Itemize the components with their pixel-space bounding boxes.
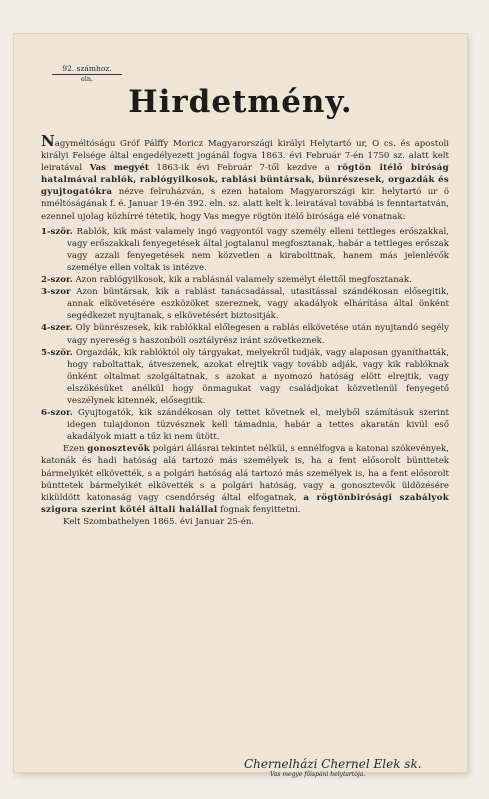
intro-paragraph bbox=[41, 132, 449, 223]
point-ordinal: 2-szor. bbox=[41, 275, 73, 286]
signature: Chernelházi Chernel Elek sk. bbox=[244, 757, 422, 771]
drop-initial: N bbox=[41, 132, 55, 150]
list-item bbox=[41, 274, 449, 286]
point-ordinal: 4-szer. bbox=[41, 323, 73, 334]
points-list bbox=[41, 226, 449, 444]
list-item bbox=[41, 407, 449, 443]
intro-bold-1: Vas megyét bbox=[89, 163, 149, 174]
point-ordinal: 1-ször. bbox=[41, 226, 73, 237]
intro-bold-2: rögtön itélő biróság hatalmával rablók, rablógyilkosok, rablási büntársak, bünrészesek, orgazdák és gyujtogatókra bbox=[41, 163, 449, 198]
closing-text-2: polgári állásrai tekintet nélkül, s ennélfogva a katonai szökevények, katonák és hadi hatóság alá tartozó más személyek is, ha a fent elősorolt bünttetek bármelyikét elkövették, s a polgári hatóság alá tartozó más személyek is, ha a fent elősorolt bünttetek bármelyikét elkövették s a polgári hatóság, vagy a gonosztevők üldözésére kiküldött katonaság vagy csendőrség által elfogatnak, bbox=[41, 444, 449, 503]
point-text: Orgazdák, kik rablóktól oly tárgyakat, melyekről tudják, vagy alaposan gyaníthatták, hogy raboltattak, átveszenek, azokat elrejtik vagy tovább adják, vagy kik rablóknak önként oltalmat szolgáltatnak, s azokat a nyomozó hatóság elött elrejtik, vagy elszökésüket anélkül hogy önmagukat vagy családjokat közvetlenül fenyegető veszélynek kitennék, elősegitik. bbox=[67, 347, 449, 406]
dated-line: Kelt Szombathelyen 1865. évi Januar 25-én. bbox=[63, 516, 255, 527]
list-item bbox=[41, 226, 449, 274]
ref-sub: eln. bbox=[80, 75, 94, 83]
closing-text-3: fognak fenyittetni. bbox=[217, 504, 301, 515]
document-body bbox=[41, 132, 449, 528]
point-text: Oly bünrészesek, kik rablókkal előlegesen a rablás elkövetése után nyujtandó segély vagy nyereség s haszonbóli osztályrész iránt szövetkeznek. bbox=[67, 323, 449, 346]
point-text: Gyujtogatók, kik szándékosan oly tettet követnek el, melyből számításuk szerint idegen tulajdonon tüzvésznek kell támadnia, habár a tettes akaratán kivül eső akadályok miatt a tűz ki nem ütött. bbox=[67, 408, 449, 443]
closing-bold-1: gonosztevők bbox=[87, 444, 151, 455]
list-item bbox=[41, 286, 449, 322]
reference-number bbox=[52, 64, 122, 84]
point-text: Rablók, kik mást valamely ingó vagyontól vagy személy elleni tettleges erőszakkal, vagy erőszakkali fenyegetések által jogtalanul megfosztanak, habár a tettleges erőszak vagy azzali fenyegetések nem közvetlen a kirabolttnak, hanem más jelenlévők személye ellen voltak is intézve. bbox=[67, 226, 449, 273]
ref-number: 92. számhoz. bbox=[52, 64, 122, 75]
page-title: Hirdetmény. bbox=[128, 84, 353, 120]
point-text: Azon rablógyilkosok, kik a rablásnál valamely személyt élettől megfosztanak. bbox=[75, 275, 412, 286]
list-item bbox=[41, 347, 449, 407]
intro-text-1: agyméltóságu Gróf Pálffy Moricz Magyarországi királyi Helytartó ur, O cs. és apostoli királyi Felsége által engedélyezett jogánál fogva 1863. évi Február 7-én 1750 sz. alatt kelt leiratával bbox=[41, 139, 449, 174]
closing-text-1: Ezen bbox=[63, 444, 88, 455]
point-ordinal: 6-szor. bbox=[41, 408, 73, 419]
point-text: Azon büntársak, kik a rablást tanácsadással, utasitással szándékosan elősegitik, annak elkövetésére eszközöket szereznek, vagy akadályok elhárítása által önként segédkezet nyujtanak, s elkövetésért biztositják. bbox=[67, 287, 449, 322]
intro-text-3: nézve felruházván, s ezen hatalom Magyarországi kir. helytartó ur ö nméltóságának f. é. Januar 19-én 392. eln. sz. alatt kelt k. leiratával továbbá is fenntartatván, ezennel ujolag közhírré tétetik, hogy Vas megye rögtön itélő birósága elé vonatnak: bbox=[41, 187, 449, 222]
signature-role: Vas megye főispáni helytartója. bbox=[270, 771, 366, 778]
intro-text-2: 1863-ik évi Február 7-től kezdve a bbox=[148, 163, 338, 174]
point-ordinal: 3-szor bbox=[41, 287, 71, 298]
point-ordinal: 5-ször. bbox=[41, 347, 73, 358]
signature-block bbox=[244, 758, 444, 778]
closing-bold-2: a rögtönbirósági szabályok szigora szerint kötél általi halállal bbox=[41, 492, 449, 515]
document-sheet bbox=[14, 34, 467, 778]
closing-paragraph bbox=[41, 443, 449, 516]
list-item bbox=[41, 322, 449, 346]
